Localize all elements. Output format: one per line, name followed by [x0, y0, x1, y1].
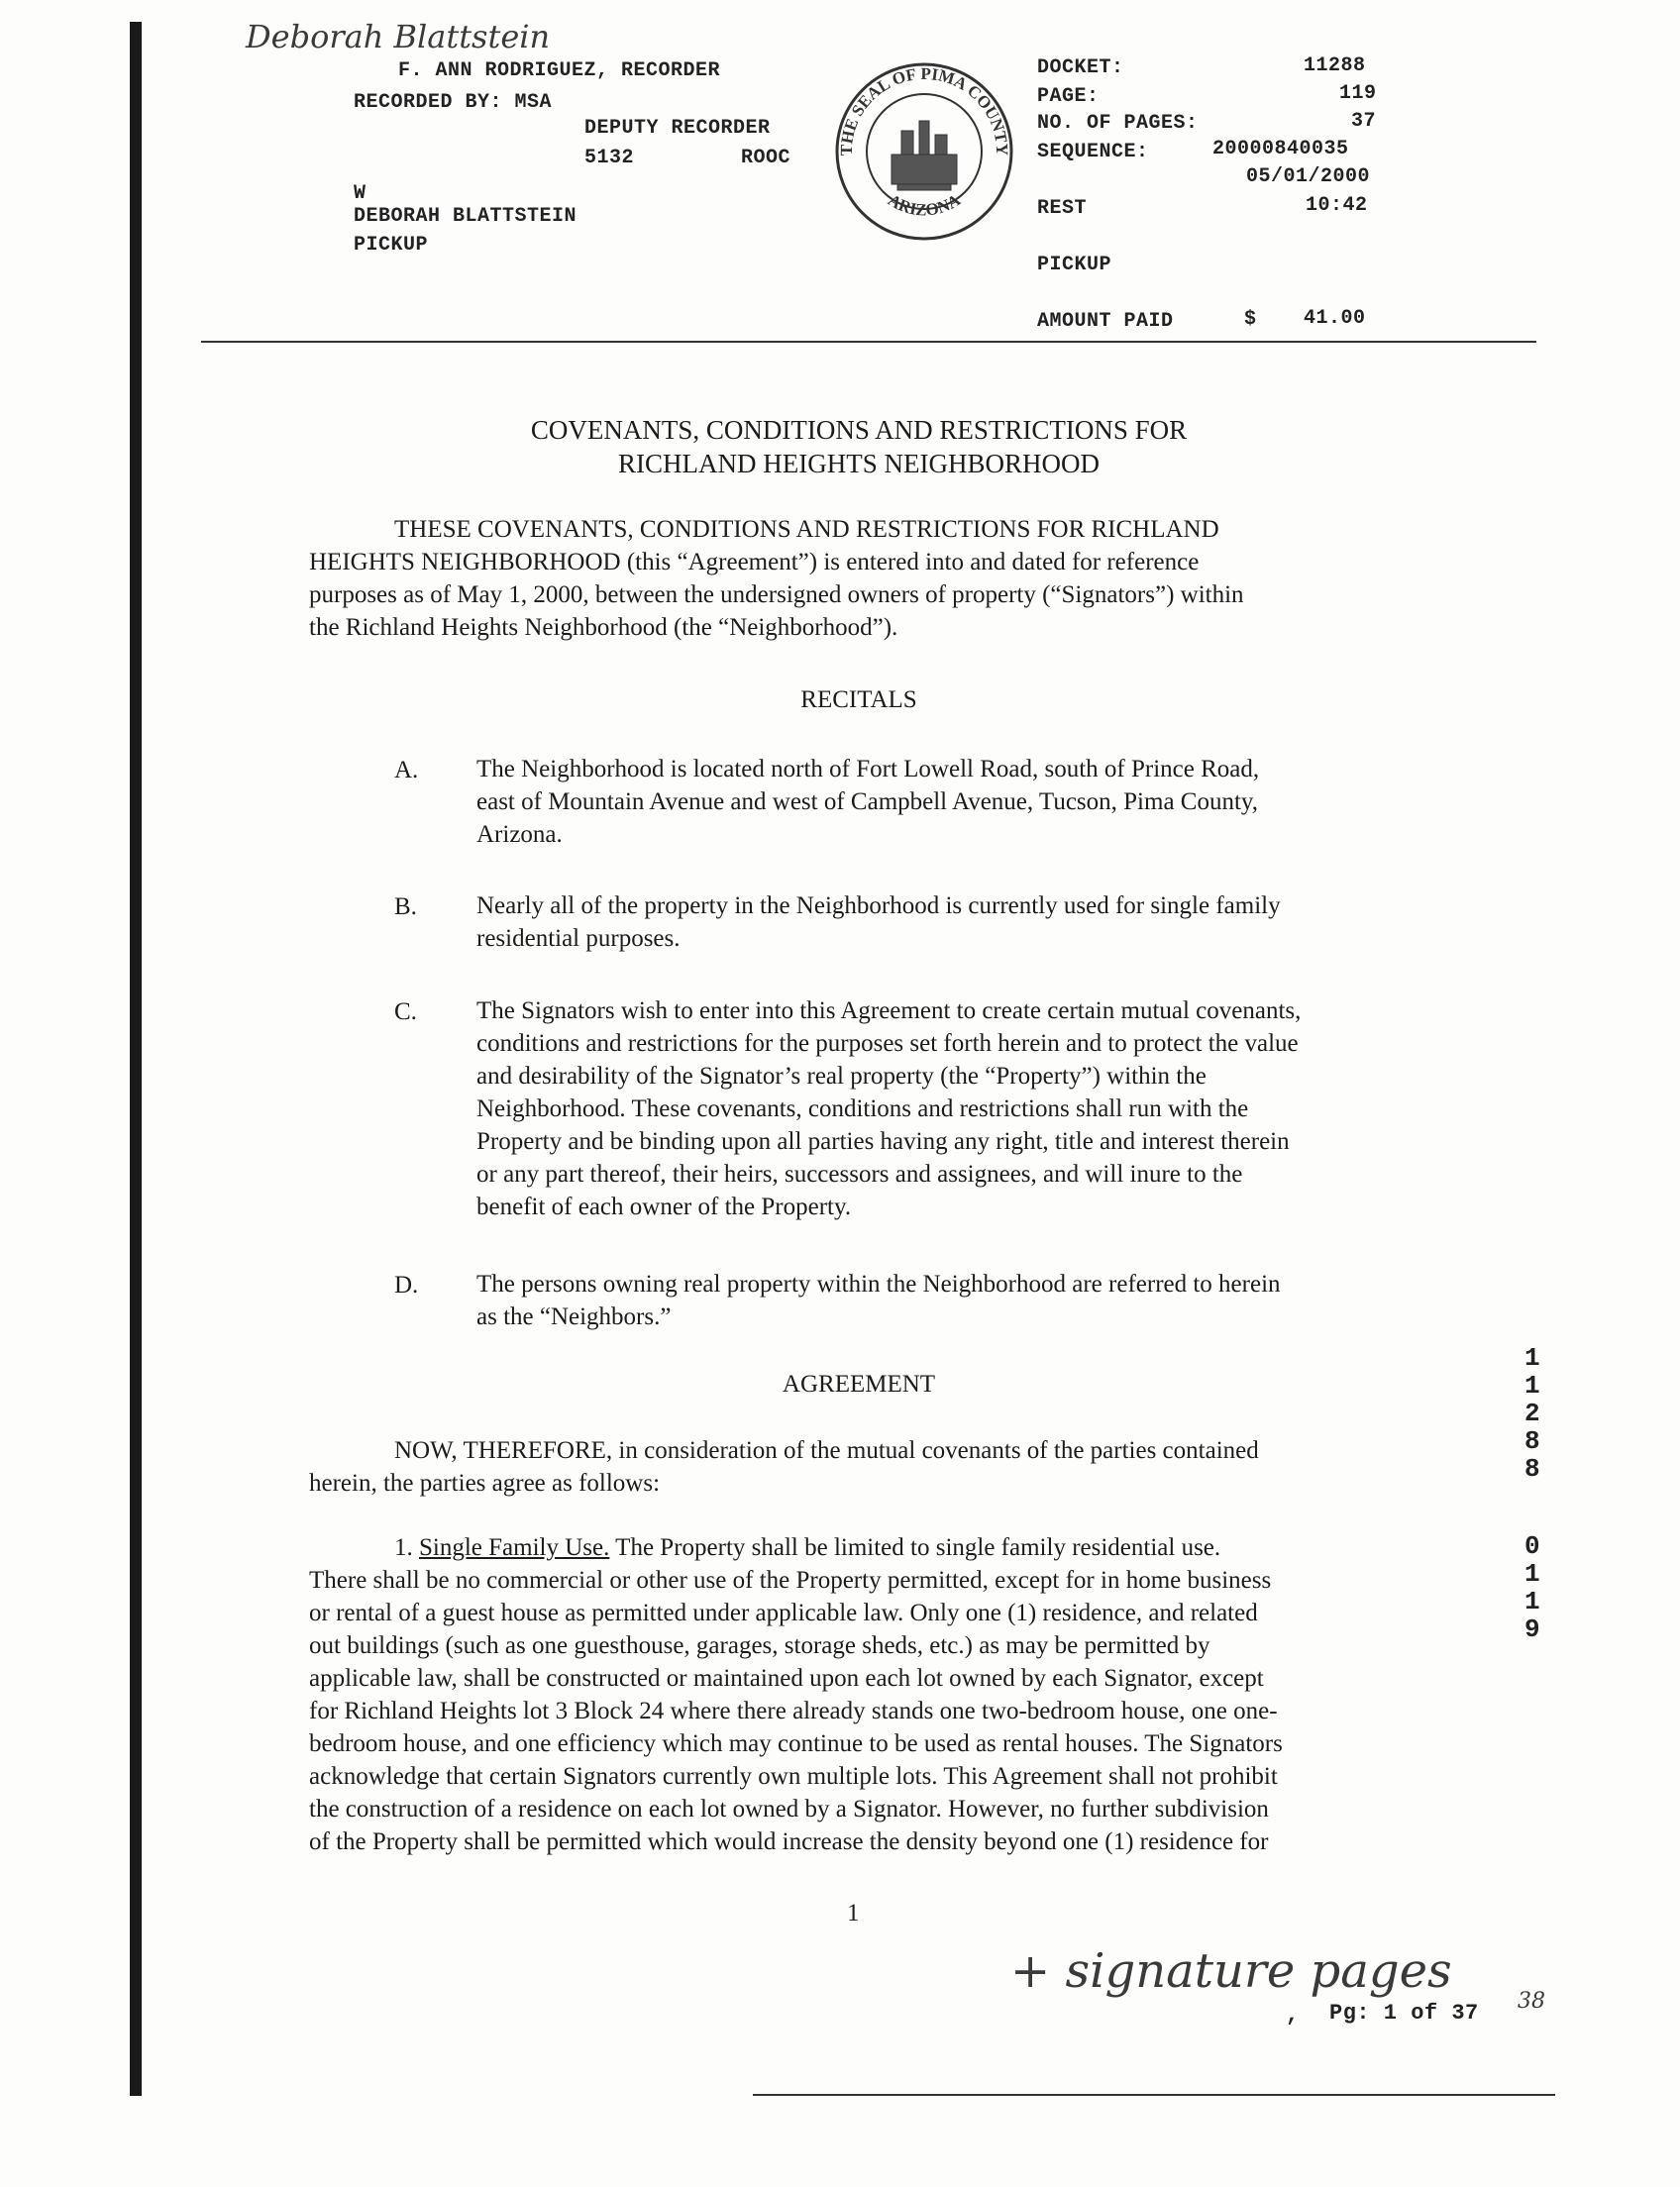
rest-label: REST [1037, 197, 1088, 220]
recital-line: conditions and restrictions for the purposes set forth herein and to protect the value [476, 1030, 1299, 1057]
recitals-heading: RECITALS [800, 686, 917, 713]
party-pickup: PICKUP [354, 234, 429, 257]
side-digit: 8 [1523, 1454, 1541, 1484]
deputy-recorder: DEPUTY RECORDER [584, 117, 771, 140]
section-1-title: Single Family Use. [419, 1534, 610, 1561]
side-digit: 1 [1523, 1371, 1541, 1401]
recital-a [476, 753, 1408, 851]
section-1-line: out buildings (such as one guesthouse, garages, storage sheds, etc.) as may be permitted by [309, 1632, 1210, 1659]
time-value: 10:42 [1306, 194, 1368, 217]
recital-line: and desirability of the Signator’s real property (the “Property”) within the [476, 1063, 1207, 1090]
page-value: 119 [1339, 82, 1377, 105]
intro-line: THESE COVENANTS, CONDITIONS AND RESTRICTIONS FOR RICHLAND [394, 516, 1219, 543]
section-1-line: or rental of a guest house as permitted under applicable law. Only one (1) residence, and related [309, 1600, 1258, 1626]
recital-label: B. [394, 893, 417, 920]
docket-label: DOCKET: [1037, 56, 1124, 79]
recital-line: Neighborhood. These covenants, conditions and restrictions shall run with the [476, 1095, 1249, 1122]
binding-edge [130, 22, 142, 2096]
date-value: 05/01/2000 [1246, 165, 1371, 188]
now-therefore-paragraph [309, 1434, 1409, 1500]
footer-page-count: Pg: 1 of 37 [1329, 2001, 1479, 2026]
deputy-code: ROOC [741, 147, 791, 169]
w-mark: W [354, 182, 367, 205]
amount-label: AMOUNT PAID [1037, 310, 1174, 333]
seal-top-text: THE SEAL OF PIMA COUNTY [836, 63, 1012, 156]
section-1 [309, 1531, 1409, 1858]
footer-divider [753, 2094, 1555, 2096]
side-digit: 1 [1523, 1343, 1541, 1373]
section-1-line: There shall be no commercial or other use of the Property permitted, except for in home business [309, 1567, 1272, 1594]
handwritten-name: Deborah Blattstein [246, 18, 551, 55]
amount-currency: $ [1244, 308, 1257, 331]
amount-value: 41.00 [1304, 307, 1366, 330]
recorded-by: RECORDED BY: MSA [354, 91, 553, 114]
pages-label: NO. OF PAGES: [1037, 112, 1199, 135]
recital-b [476, 889, 1408, 955]
recital-line: benefit of each owner of the Property. [476, 1194, 852, 1220]
page-number: 1 [847, 1900, 860, 1927]
side-digit: 0 [1523, 1531, 1541, 1561]
recital-line: Nearly all of the property in the Neighborhood is currently used for single family [476, 892, 1281, 919]
page-label: PAGE: [1037, 85, 1100, 108]
recital-line: or any part thereof, their heirs, successors and assignees, and will inure to the [476, 1161, 1243, 1188]
footer-handwritten: 38 [1518, 1989, 1545, 2014]
now-therefore-line: herein, the parties agree as follows: [309, 1470, 661, 1497]
intro-line: HEIGHTS NEIGHBORHOOD (this “Agreement”) is entered into and dated for reference [309, 549, 1200, 575]
recital-line: Arizona. [476, 821, 563, 848]
side-digit: 9 [1523, 1614, 1541, 1644]
side-digit: 2 [1523, 1399, 1541, 1428]
party-name: DEBORAH BLATTSTEIN [354, 205, 578, 228]
recital-d [476, 1268, 1408, 1333]
section-1-line: applicable law, shall be constructed or maintained upon each lot owned by each Signator, except [309, 1665, 1264, 1692]
deputy-number: 5132 [584, 147, 635, 169]
recital-line: as the “Neighbors.” [476, 1303, 672, 1330]
side-digit: 1 [1523, 1587, 1541, 1616]
docket-value: 11288 [1304, 54, 1366, 77]
section-1-first-line [309, 1531, 1409, 1564]
recital-line: The persons owning real property within the Neighborhood are referred to herein [476, 1271, 1281, 1298]
recital-line: The Neighborhood is located north of Fort Lowell Road, south of Prince Road, [476, 756, 1260, 782]
side-digit: 8 [1523, 1426, 1541, 1456]
document-title-line-2: RICHLAND HEIGHTS NEIGHBORHOOD [618, 449, 1100, 478]
intro-line: purposes as of May 1, 2000, between the undersigned owners of property (“Signators”) within [309, 581, 1244, 608]
recital-label: D. [394, 1272, 419, 1299]
agreement-heading: AGREEMENT [782, 1371, 936, 1398]
section-1-number: 1. [394, 1534, 413, 1561]
section-1-line: the construction of a residence on each lot owned by a Signator. However, no further subdivision [309, 1796, 1269, 1822]
svg-text:ARIZONA [885, 190, 964, 220]
footer-mark: , [1286, 2003, 1300, 2028]
seal-bottom-text: ARIZONA [885, 190, 964, 220]
section-1-line: acknowledge that certain Signators currently own multiple lots. This Agreement shall not prohibit [309, 1763, 1278, 1790]
section-1-first-rest: The Property shall be limited to single family residential use. [615, 1534, 1221, 1561]
intro-line: the Richland Heights Neighborhood (the “Neighborhood”). [309, 614, 898, 641]
section-1-line: bedroom house, and one efficiency which may continue to be used as rental houses. The Signators [309, 1730, 1283, 1757]
side-digit: 1 [1523, 1559, 1541, 1589]
recital-line: east of Mountain Avenue and west of Campbell Avenue, Tucson, Pima County, [476, 788, 1259, 815]
recital-line: Property and be binding upon all parties having any right, title and interest therein [476, 1128, 1290, 1155]
recital-c [476, 994, 1408, 1223]
recital-line: residential purposes. [476, 925, 681, 952]
county-seal-icon [830, 57, 1018, 246]
handwritten-note: + signature pages [1010, 1943, 1452, 1999]
pages-value: 37 [1351, 110, 1377, 133]
recorder-name: F. ANN RODRIGUEZ, RECORDER [398, 59, 721, 82]
recital-label: A. [394, 757, 419, 783]
section-1-line: of the Property shall be permitted which would increase the density beyond one (1) residence for [309, 1828, 1269, 1855]
recital-line: The Signators wish to enter into this Agreement to create certain mutual covenants, [476, 997, 1302, 1024]
sequence-label: SEQUENCE: [1037, 141, 1149, 163]
sequence-value: 20000840035 [1212, 138, 1349, 160]
document-title-line-1: COVENANTS, CONDITIONS AND RESTRICTIONS FOR [530, 415, 1188, 445]
intro-paragraph [309, 513, 1409, 644]
now-therefore-line: NOW, THEREFORE, in consideration of the mutual covenants of the parties contained [394, 1437, 1259, 1464]
header-divider [201, 341, 1536, 343]
recital-label: C. [394, 998, 417, 1025]
pickup-label: PICKUP [1037, 254, 1112, 276]
section-1-line: for Richland Heights lot 3 Block 24 where there already stands one two-bedroom house, one one- [309, 1698, 1278, 1724]
